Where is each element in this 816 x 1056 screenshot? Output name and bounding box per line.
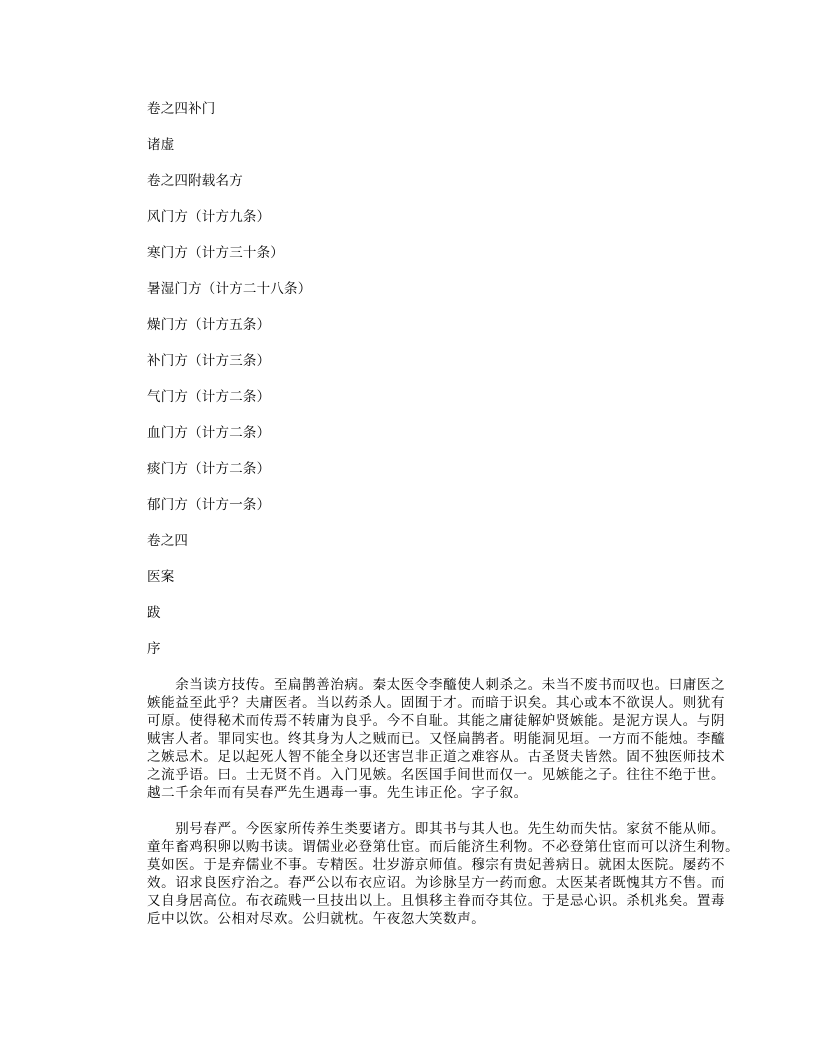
formula-list-heading: 暑湿门方（计方二十八条）: [147, 281, 312, 297]
formula-list-heading: 燥门方（计方五条）: [147, 317, 271, 333]
formula-list-heading: 郁门方（计方一条）: [147, 497, 271, 513]
formula-list-heading: 风门方（计方九条）: [147, 209, 271, 225]
section-heading: 医案: [147, 569, 175, 585]
paragraph-line: 莫如医。于是弃儒业不事。专精医。壮岁游京师值。穆宗有贵妃善病日。就困太医院。屡药不: [147, 857, 726, 873]
volume-heading: 卷之四附载名方: [147, 173, 243, 189]
section-heading: 跋: [147, 605, 161, 621]
volume-heading: 卷之四补门: [147, 101, 216, 117]
paragraph-line: 越二千余年而有吴春严先生遇毒一事。先生讳正伦。字子叙。: [147, 785, 528, 801]
paragraph-line: 可原。使得秘术而传焉不转庸为良乎。今不自耻。其能之庸徒解妒贤嫉能。是泥方误人。与阴: [147, 713, 726, 729]
paragraph-line: 之流乎语。曰。士无贤不肖。入门见嫉。名医国手间世而仅一。见嫉能之子。往往不绝于世。: [147, 767, 726, 783]
formula-list-heading: 补门方（计方三条）: [147, 353, 271, 369]
paragraph-line: 贼害人者。罪同实也。终其身为人之贼而已。又怪扁鹊者。明能洞见垣。一方而不能烛。李醯: [147, 731, 726, 747]
section-heading: 诸虚: [147, 137, 175, 153]
formula-list-heading: 寒门方（计方三十条）: [147, 245, 284, 261]
preface-paragraph: [147, 676, 726, 802]
preface-paragraph: [147, 820, 740, 928]
formula-list-heading: 气门方（计方二条）: [147, 389, 271, 405]
paragraph-line: 又自身居高位。布衣疏贱一旦技出以上。且惧移主眷而夺其位。于是忌心识。杀机兆矣。置毒: [147, 893, 726, 909]
paragraph-line: 嫉能益至此乎？夫庸医者。当以药杀人。固囿于才。而暗于识矣。其心或本不欲误人。则犹有: [147, 695, 726, 711]
section-heading: 序: [147, 641, 161, 657]
volume-heading: 卷之四: [147, 533, 189, 549]
paragraph-line: 余当读方技传。至扁鹊善治病。秦太医令李醯使人刺杀之。未当不废书而叹也。曰庸医之: [147, 677, 726, 693]
paragraph-line: 之嫉忌术。足以起死人智不能全身以还害岂非正道之难容从。古圣贤夫皆然。固不独医师技术: [147, 749, 726, 765]
paragraph-line: 别号春严。今医家所传养生类要诸方。即其书与其人也。先生幼而失怙。家贫不能从师。: [147, 821, 726, 837]
formula-list-heading: 痰门方（计方二条）: [147, 461, 271, 477]
paragraph-line: 卮中以饮。公相对尽欢。公归就枕。午夜忽大笑数声。: [147, 911, 486, 927]
paragraph-line: 童年畜鸡积卵以购书读。谓儒业必登第仕宦。而后能济生利物。不必登第仕宦而可以济生利物。: [147, 839, 740, 855]
formula-list-heading: 血门方（计方二条）: [147, 425, 271, 441]
paragraph-line: 效。诏求良医疗治之。春严公以布衣应诏。为诊脉呈方一药而愈。太医某者既愧其方不售。而: [147, 875, 726, 891]
